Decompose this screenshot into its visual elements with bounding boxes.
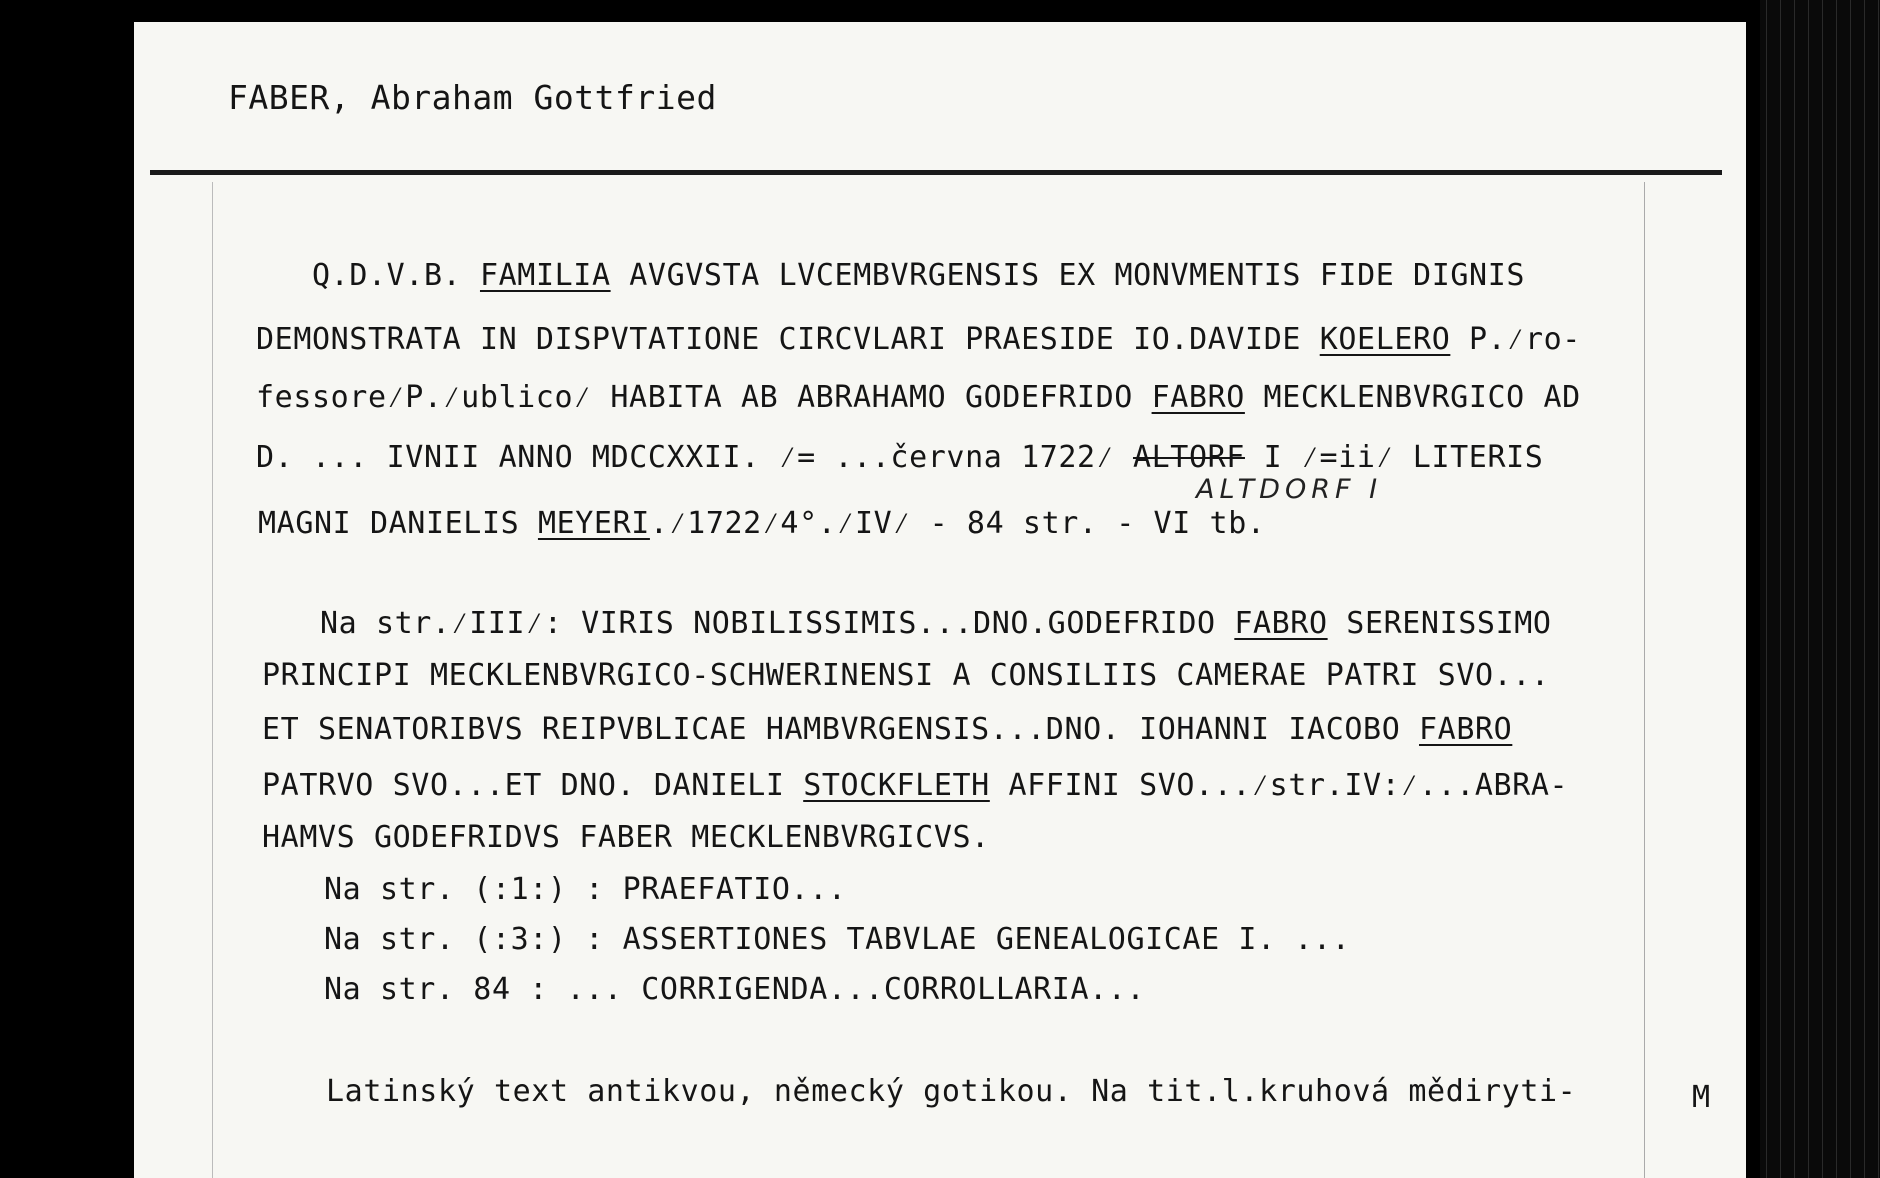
para2-line-1: Na str.⁄III⁄: VIRIS NOBILISSIMIS...DNO.GODEFRIDO FABRO SERENISSIMO: [320, 606, 1552, 641]
left-margin-line: [212, 182, 213, 1178]
underlined-name: KOELERO: [1319, 322, 1451, 357]
underlined-name: MEYERI: [537, 506, 650, 541]
underlined-name: FABRO: [1419, 712, 1513, 747]
struck-out-text: ALTORF: [1132, 440, 1245, 475]
page-ref-3: Na str. 84 : ... CORRIGENDA...CORROLLARIA...: [324, 972, 1146, 1007]
para1-line-3: fessore⁄P.⁄ublico⁄ HABITA AB ABRAHAMO GODEFRIDO FABRO MECKLENBVRGICO AD: [256, 380, 1581, 415]
para2-line-2: PRINCIPI MECKLENBVRGICO-SCHWERINENSI A CONSILIIS CAMERAE PATRI SVO...: [262, 658, 1550, 693]
page-ref-1: Na str. (:1:) : PRAEFATIO...: [324, 872, 847, 907]
underlined-name: STOCKFLETH: [803, 768, 990, 803]
para1-line-5: MAGNI DANIELIS MEYERI.⁄1722⁄4°.⁄IV⁄ - 84 str. - VI tb.: [258, 506, 1266, 541]
underlined-name: FABRO: [1151, 380, 1245, 415]
page-ref-2: Na str. (:3:) : ASSERTIONES TABVLAE GENEALOGICAE I. ...: [324, 922, 1351, 957]
para1-line-2: DEMONSTRATA IN DISPVTATIONE CIRCVLARI PRAESIDE IO.DAVIDE KOELERO P.⁄ro-: [256, 322, 1581, 357]
para2-line-3: ET SENATORIBVS REIPVBLICAE HAMBVRGENSIS...DNO. IOHANNI IACOBO FABRO: [262, 712, 1513, 747]
para2-line-5: HAMVS GODEFRIDVS FABER MECKLENBVRGICVS.: [262, 820, 990, 855]
film-edge: [1760, 0, 1880, 1178]
para1-line-1: Q.D.V.B. FAMILIA AVGVSTA LVCEMBVRGENSIS EX MONVMENTIS FIDE DIGNIS: [312, 258, 1526, 293]
card-heading: FABER, Abraham Gottfried: [228, 78, 717, 117]
underlined-name: FAMILIA: [479, 258, 611, 293]
para2-line-4: PATRVO SVO...ET DNO. DANIELI STOCKFLETH AFFINI SVO...⁄str.IV:⁄...ABRA-: [262, 768, 1569, 803]
heading-rule: [150, 170, 1722, 175]
right-margin-line: [1644, 182, 1645, 1178]
underlined-name: FABRO: [1234, 606, 1328, 641]
catalog-card: [134, 22, 1746, 1178]
handwritten-correction: ALTDORF I: [1196, 474, 1383, 505]
description-note: Latinský text antikvou, německý gotikou. Na tit.l.kruhová mědiryti-: [326, 1074, 1577, 1109]
side-mark: M: [1692, 1080, 1711, 1115]
para1-line-4: D. ... IVNII ANNO MDCCXXII. ⁄= ...června 1722⁄ ALTORF I ⁄=ii⁄ LITERIS: [256, 440, 1544, 475]
